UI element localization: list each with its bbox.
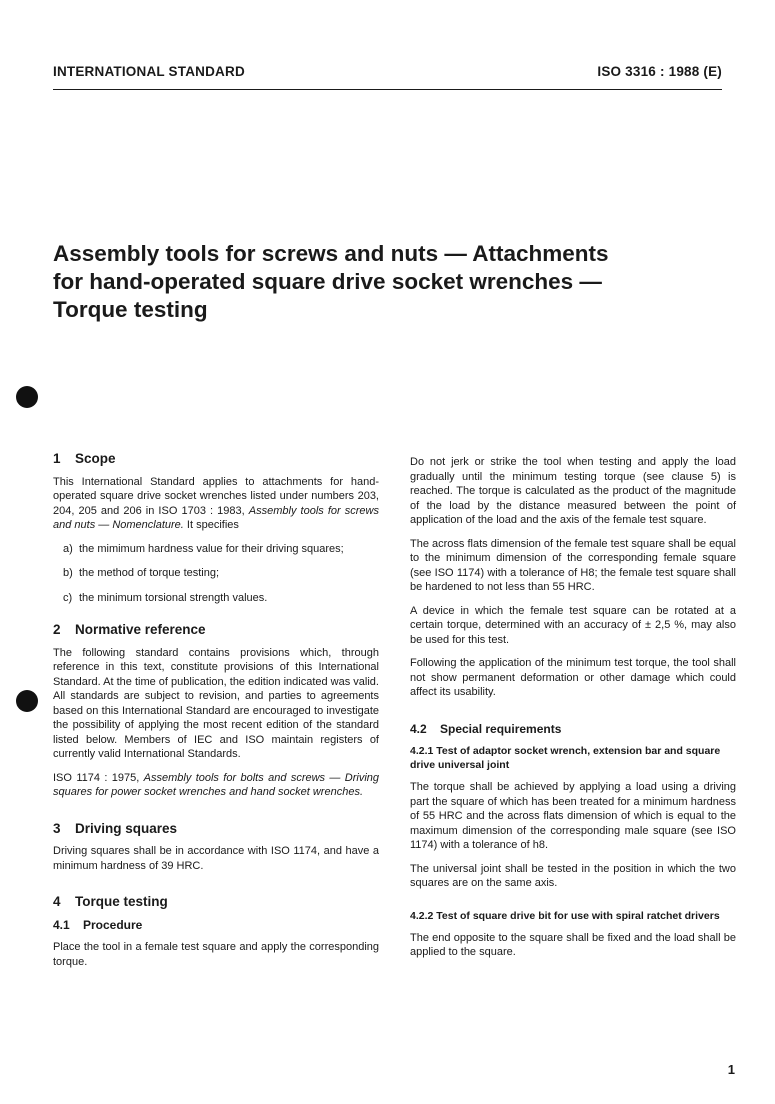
header-standard-type: INTERNATIONAL STANDARD xyxy=(53,64,245,79)
list-item: c) the minimum torsional strength values. xyxy=(63,591,268,604)
page-number: 1 xyxy=(727,1062,735,1077)
procedure-paragraph: The across flats dimension of the female test square shall be equal to the minimum dimension of the corresponding female square (see ISO 1174) with a tolerance of H8; the female test square shall be hardened to not less than 55 HRC. xyxy=(410,537,736,593)
header-standard-number: ISO 3316 : 1988 (E) xyxy=(597,64,722,79)
subsubsection-heading: 4.2.2 Test of square drive bit for use with spiral ratchet drivers xyxy=(410,909,720,922)
punch-hole-mark xyxy=(16,690,38,712)
driving-squares-paragraph: Driving squares shall be in accordance with ISO 1174, and have a minimum hardness of 39 HRC. xyxy=(53,845,379,872)
title-line-1: Assembly tools for screws and nuts — Attachments xyxy=(53,241,609,266)
section-heading: 4 Torque testing xyxy=(53,894,168,909)
section-heading: 1 Scope xyxy=(53,451,116,466)
procedure-paragraph: Following the application of the minimum test torque, the tool shall not show permanent deformation or other damage which could affect its usability. xyxy=(410,657,736,698)
page-header xyxy=(53,64,722,84)
title-line-3: Torque testing xyxy=(53,297,208,322)
scope-paragraph: This International Standard applies to attachments for hand-operated square drive socket wrenches listed under numbers 203, 204, 205 and 206 in ISO 1703 : 1983, Assembly tools for screws and nuts — Nomenclature. It specifies xyxy=(53,475,379,531)
list-item: b) the method of torque testing; xyxy=(63,567,220,579)
procedure-paragraph: Place the tool in a female test square and apply the corresponding torque. xyxy=(53,941,379,968)
procedure-paragraph: Do not jerk or strike the tool when testing and apply the load gradually until the minimum testing torque (see clause 5) is reached. The torque is calculated as the product of the magnitude of the load by the distance measured between the point of application of the load and the axis of the female test square. xyxy=(410,456,736,526)
requirement-paragraph: The universal joint shall be tested in the position in which the two squares are on the same axis. xyxy=(410,862,736,889)
right-column xyxy=(410,455,736,969)
subsubsection-heading: 4.2.1 Test of adaptor socket wrench, extension bar and square drive universal joint xyxy=(410,745,721,771)
subsection-heading: 4.1 Procedure xyxy=(53,917,143,932)
requirement-paragraph: The end opposite to the square shall be fixed and the load shall be applied to the square. xyxy=(410,931,736,958)
section-heading: 3 Driving squares xyxy=(53,820,178,836)
subsection-heading: 4.2 Special requirements xyxy=(410,721,562,736)
left-column xyxy=(53,452,379,978)
punch-hole-mark xyxy=(16,386,38,408)
section-heading: 2 Normative reference xyxy=(53,622,206,637)
list-item: a) the mimimum hardness value for their driving squares; xyxy=(63,542,344,555)
normative-reference-entry: ISO 1174 : 1975, Assembly tools for bolts and screws — Driving squares for power socket wrenches and hand socket wrenches. xyxy=(53,771,380,798)
header-rule xyxy=(53,89,722,90)
normative-paragraph: The following standard contains provisions which, through reference in this text, constitute provisions of this International Standard. At the time of publication, the edition indicated was valid. All standards are subject to revision, and parties to agreements based on this International Standard are encouraged to investigate the possibility of applying the most recent edition of the standard listed below. Members of IEC and ISO maintain registers of currently valid International Standards. xyxy=(53,646,379,760)
requirement-paragraph: The torque shall be achieved by applying a load using a driving part the square of which has been treated for a minimum hardness of 55 HRC and the across flats dimension of which is equal to the maximum dimension of the corresponding male square (see ISO 1174) with a tolerance of h8. xyxy=(410,781,736,851)
procedure-paragraph: A device in which the female test square can be rotated at a certain torque, determined with an accuracy of ± 2,5 %, may also be used for this test. xyxy=(410,604,736,646)
title-line-2: for hand-operated square drive socket wrenches — xyxy=(53,269,602,294)
scope-list xyxy=(53,542,379,606)
document-title xyxy=(53,240,733,324)
